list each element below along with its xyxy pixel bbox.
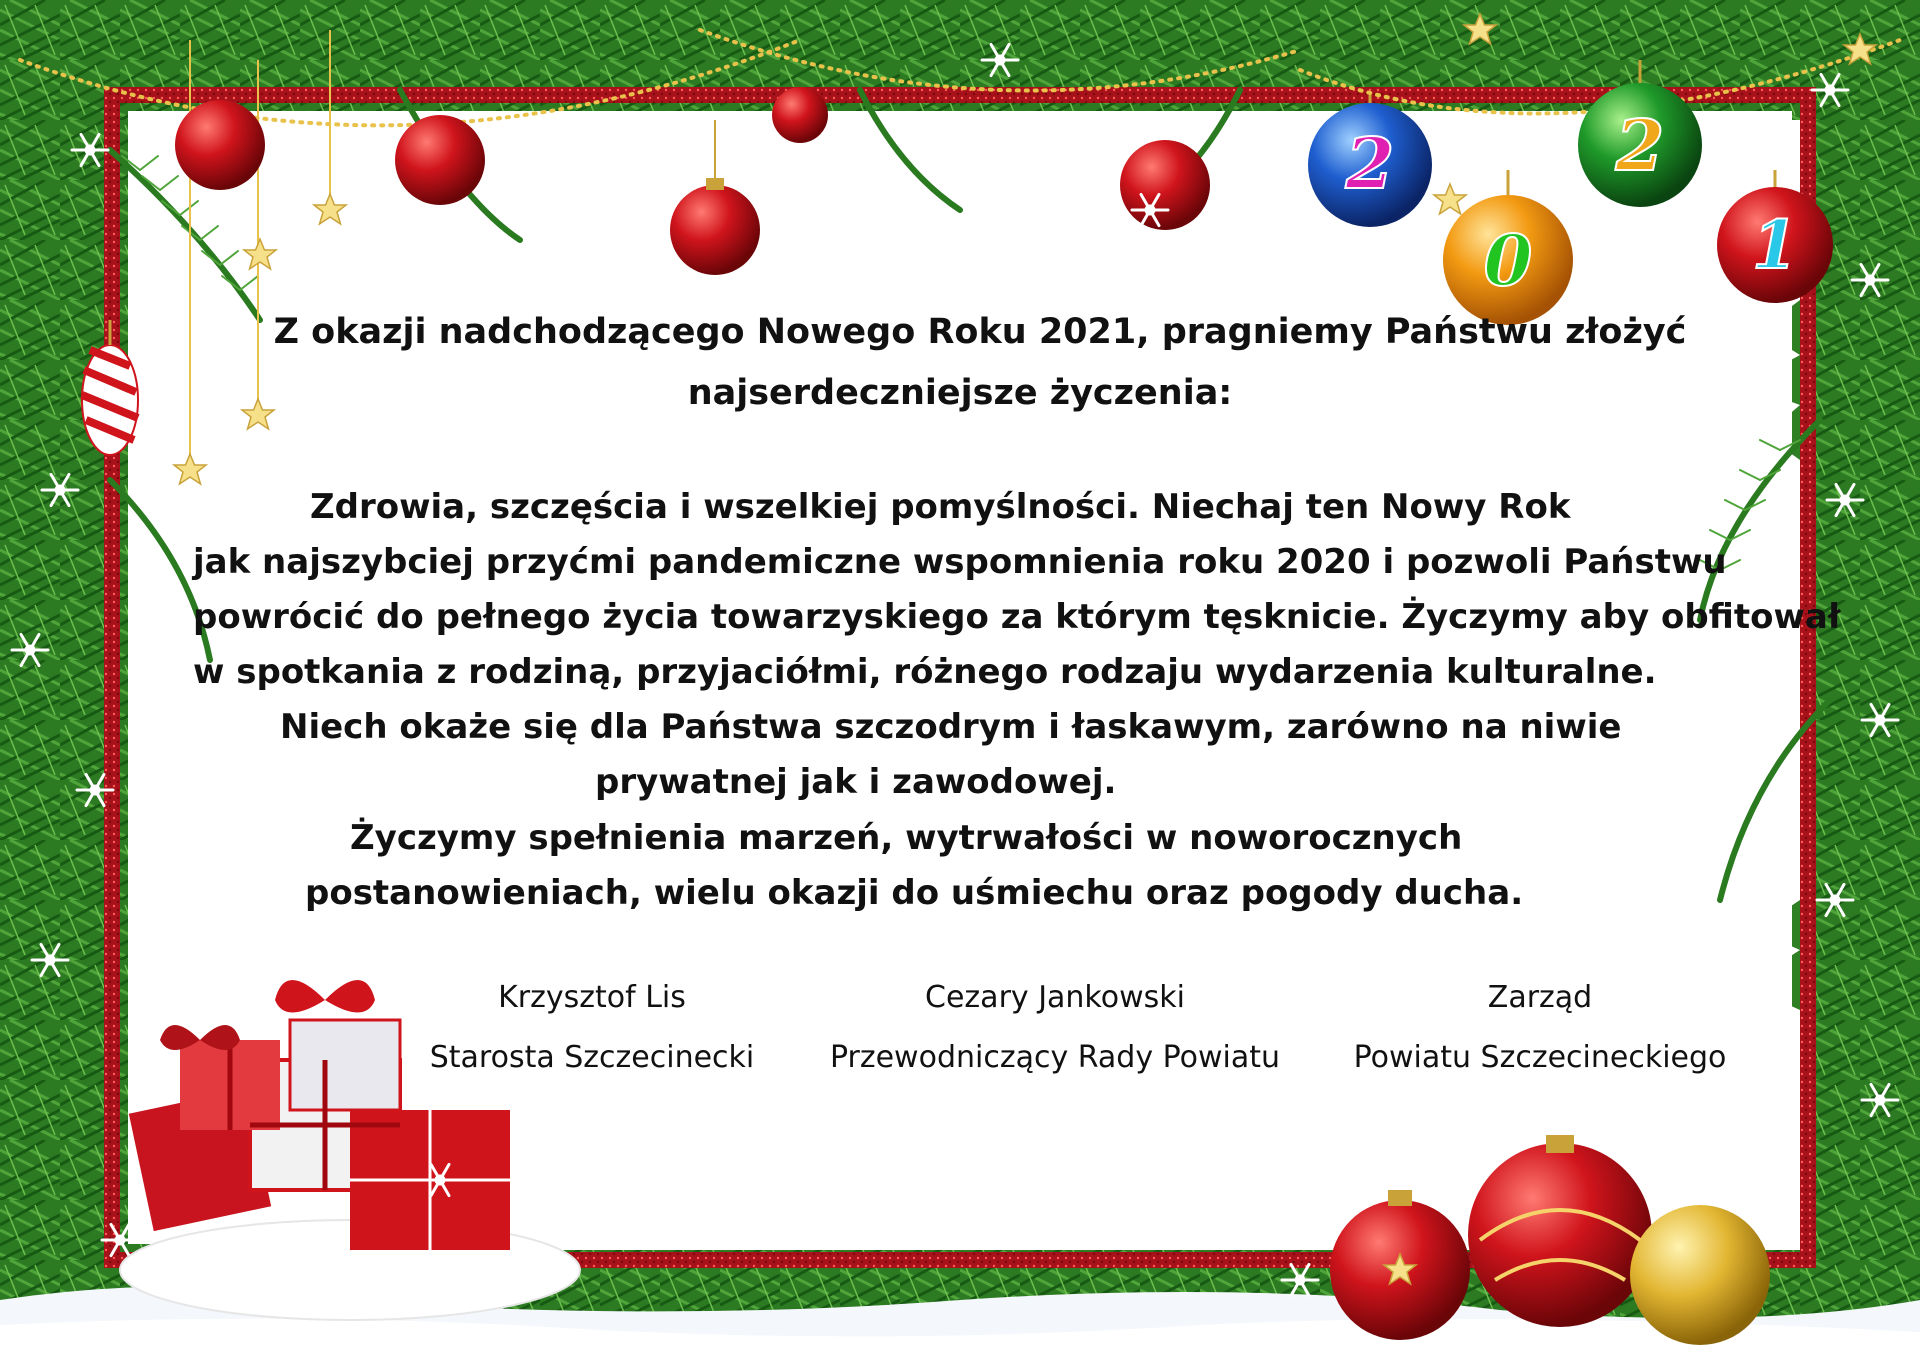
greeting-line-2: najserdeczniejsze życzenia: bbox=[687, 373, 1233, 413]
year-digit-2: 0 bbox=[1483, 219, 1533, 302]
signature-role-1: Starosta Szczecinecki bbox=[429, 1040, 755, 1075]
year-digit-1: 2 bbox=[1345, 122, 1395, 205]
wish-line-7: Życzymy spełnienia marzeń, wytrwałości w noworocznych bbox=[350, 818, 1463, 858]
wish-line-8: postanowieniach, wielu okazji do uśmiechu oraz pogody ducha. bbox=[305, 873, 1524, 913]
year-digit-3: 2 bbox=[1615, 104, 1665, 187]
wish-line-3: powrócić do pełnego życia towarzyskiego za którym tęsknicie. Życzymy aby obfitował bbox=[193, 597, 1841, 637]
greeting-line-1: Z okazji nadchodzącego Nowego Roku 2021, pragniemy Państwu złożyć bbox=[273, 312, 1687, 352]
signature-name-1: Krzysztof Lis bbox=[498, 980, 686, 1015]
year-digit-4: 1 bbox=[1752, 206, 1798, 284]
signature-role-3: Powiatu Szczecineckiego bbox=[1353, 1040, 1727, 1075]
wish-line-6: prywatnej jak i zawodowej. bbox=[595, 762, 1117, 802]
wish-line-4: w spotkania z rodziną, przyjaciółmi, różnego rodzaju wydarzenia kulturalne. bbox=[193, 652, 1657, 692]
wish-line-5: Niech okaże się dla Państwa szczodrym i łaskawym, zarówno na niwie bbox=[280, 707, 1622, 747]
signature-name-3: Zarząd bbox=[1487, 980, 1593, 1015]
wish-line-1: Zdrowia, szczęścia i wszelkiej pomyślności. Niechaj ten Nowy Rok bbox=[310, 487, 1571, 527]
signature-name-2: Cezary Jankowski bbox=[925, 980, 1185, 1015]
wish-line-2: jak najszybciej przyćmi pandemiczne wspomnienia roku 2020 i pozwoli Państwu bbox=[193, 542, 1727, 582]
signature-role-2: Przewodniczący Rady Powiatu bbox=[829, 1040, 1281, 1075]
